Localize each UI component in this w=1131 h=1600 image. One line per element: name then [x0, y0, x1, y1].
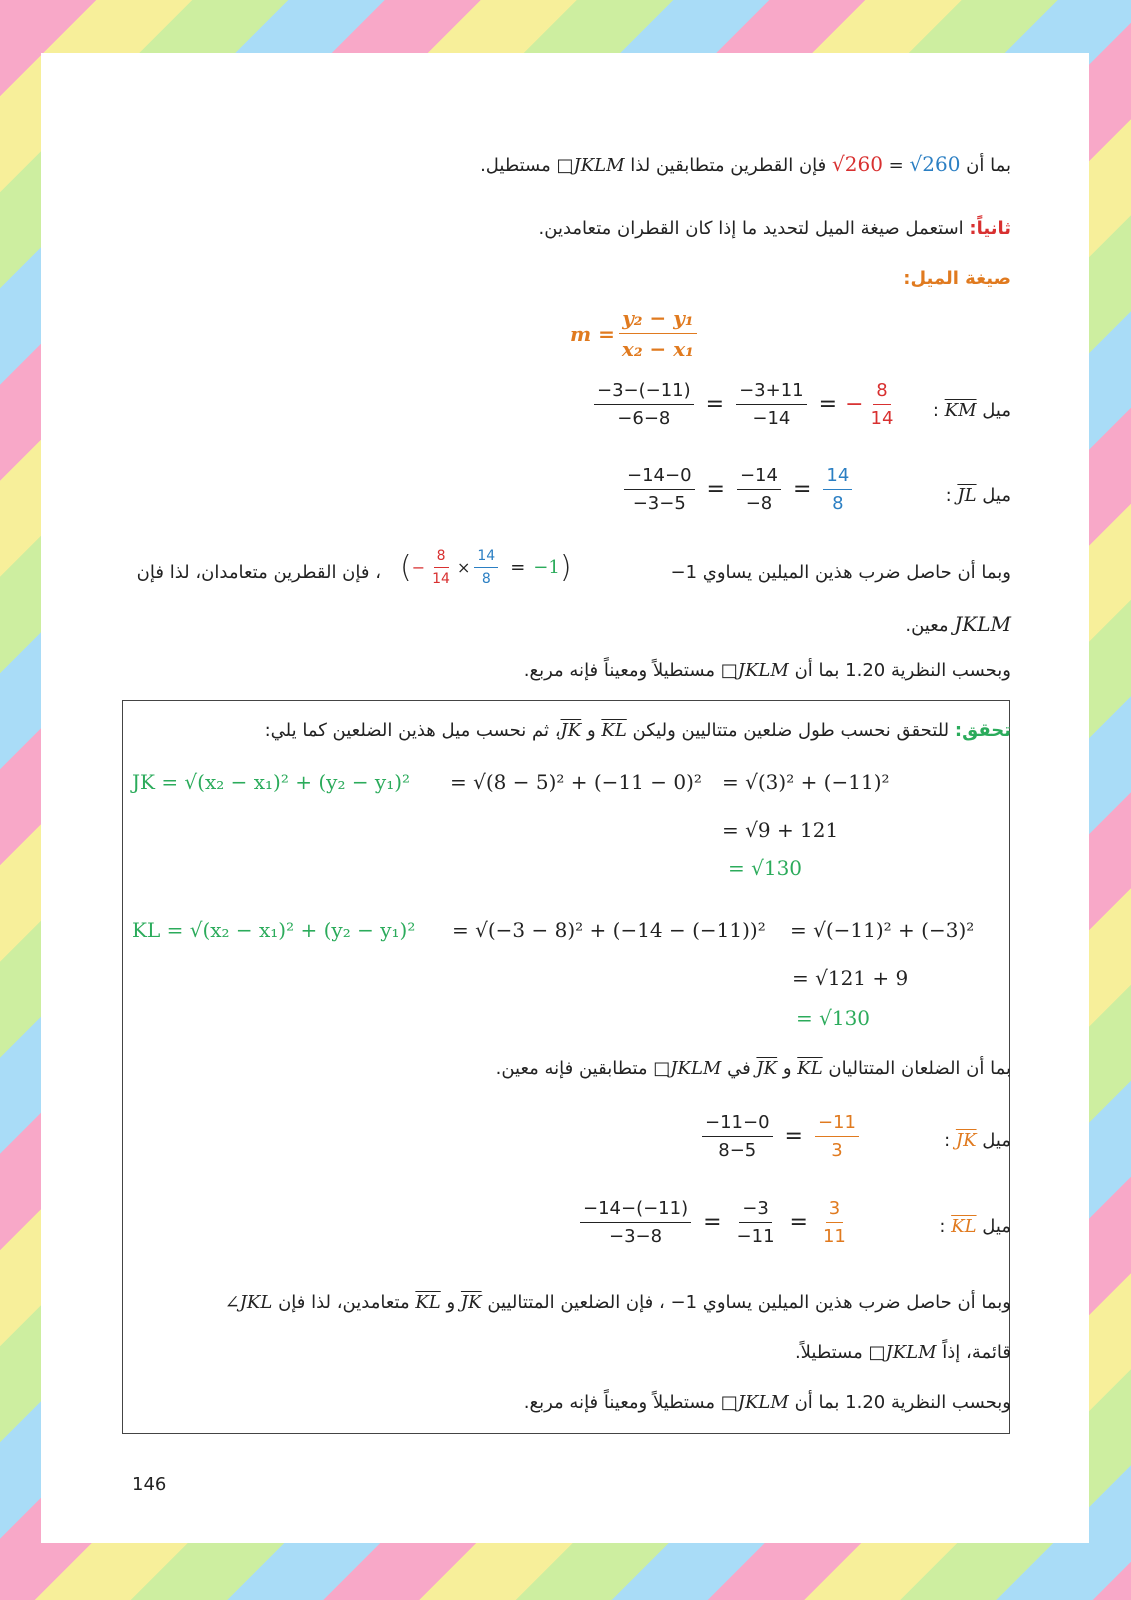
jk-distance-formula: JK = √(x₂ − x₁)² + (y₂ − y₁)²	[132, 770, 411, 794]
text-theorem-square: وبحسب النظرية 1.20 بما أن □JKLM مستطيلاً ومعيناً فإنه مربع.	[523, 660, 1011, 681]
label-slope-jk: ميل $\overline{JK}$ :	[944, 1130, 1011, 1151]
slope-kl-calculation: $\frac{-14-(-11)}{-3-8}$ = $\frac{-3}{-11}$ = $\frac{3}{11}$	[576, 1198, 853, 1247]
kl-step-2: = √(−11)² + (−3)²	[790, 918, 975, 942]
text-sides-perpendicular: وبما أن حاصل ضرب هذين الميلين يساوي 1− ، فإن الضلعين المتتاليين $\overline{JK}$ و $\overline{KL}$ متعامدين، لذا فإن ∠JKL	[224, 1292, 1011, 1313]
kl-step-4: = √130	[796, 1006, 871, 1030]
value-sqrt-260-b: √260	[832, 152, 883, 176]
jk-step-3: = √9 + 121	[722, 818, 839, 842]
text-slopes-product: وبما أن حاصل ضرب هذين الميلين يساوي 1−	[670, 562, 1011, 583]
text-diagonals-perpendicular: ، فإن القطرين متعامدان، لذا فإن	[136, 562, 381, 583]
label-slope-km: ميل $\overline{KM}$ :	[932, 400, 1011, 421]
jk-step-1: = √(8 − 5)² + (−11 − 0)²	[450, 770, 702, 794]
label-slope-jl: ميل $\overline{JL}$ :	[945, 485, 1011, 506]
shape-jklm: □JKLM	[556, 155, 625, 176]
check-intro: تحقق: للتحقق نحسب طول ضلعين متتاليين وليكن $\overline{KL}$ و $\overline{JK}،$ ثم نحسب ميل هذين الضلعين كما يلي:	[264, 720, 1011, 741]
page-number: 146	[132, 1474, 167, 1495]
text-check-theorem-square: وبحسب النظرية 1.20 بما أن □JKLM مستطيلاً ومعيناً فإنه مربع.	[523, 1392, 1011, 1413]
value-sqrt-260-a: √260	[909, 152, 961, 176]
slope-formula: m = $\frac{\text{y₂ − y₁}}{\text{x₂ − x₁}}$	[570, 306, 701, 361]
slope-jl-calculation: $\frac{-14-0}{-3-5}$ = $\frac{-14}{-8}$ = $\frac{14}{8}$	[620, 465, 856, 514]
text-adjacent-sides-congruent: بما أن الضلعان المتتاليان $\overline{KL}$ و $\overline{JK}$ في □JKLM متطابقين فإنه معين.	[495, 1058, 1011, 1079]
heading-second: ثانياً:	[969, 218, 1011, 239]
line-second-step: ثانياً: استعمل صيغة الميل لتحديد ما إذا كان القطران متعامدين.	[538, 218, 1011, 239]
jk-step-4: = √130	[728, 856, 803, 880]
product-expression: ( − $\frac{8}{14}$ × $\frac{14}{8}$ = −1 )	[400, 548, 572, 587]
jk-step-2: = √(3)² + (−11)²	[722, 770, 890, 794]
slope-km-calculation: $\frac{-3-(-11)}{-6-8}$ = $\frac{-3+11}{-14}$ = − $\frac{8}{14}$	[590, 380, 900, 429]
heading-check: تحقق:	[954, 720, 1011, 741]
label-slope-kl: ميل $\overline{KL}$ :	[939, 1216, 1011, 1237]
kl-step-1: = √(−3 − 8)² + (−14 − (−11))²	[452, 918, 766, 942]
kl-step-3: = √121 + 9	[792, 966, 909, 990]
text-right-angle: قائمة، إذاً □JKLM مستطيلاً.	[794, 1342, 1011, 1363]
line-diagonals-congruent: بما أن √260 = √260 فإن القطرين متطابقين لذا □JKLM مستطيل.	[480, 152, 1011, 176]
slope-jk-calculation: $\frac{-11-0}{8-5}$ = $\frac{-11}{3}$	[698, 1112, 863, 1161]
text-rhombus: JKLM معين.	[905, 612, 1011, 636]
kl-distance-formula: KL = √(x₂ − x₁)² + (y₂ − y₁)²	[132, 918, 416, 942]
heading-slope-formula: صيغة الميل:	[903, 268, 1011, 289]
